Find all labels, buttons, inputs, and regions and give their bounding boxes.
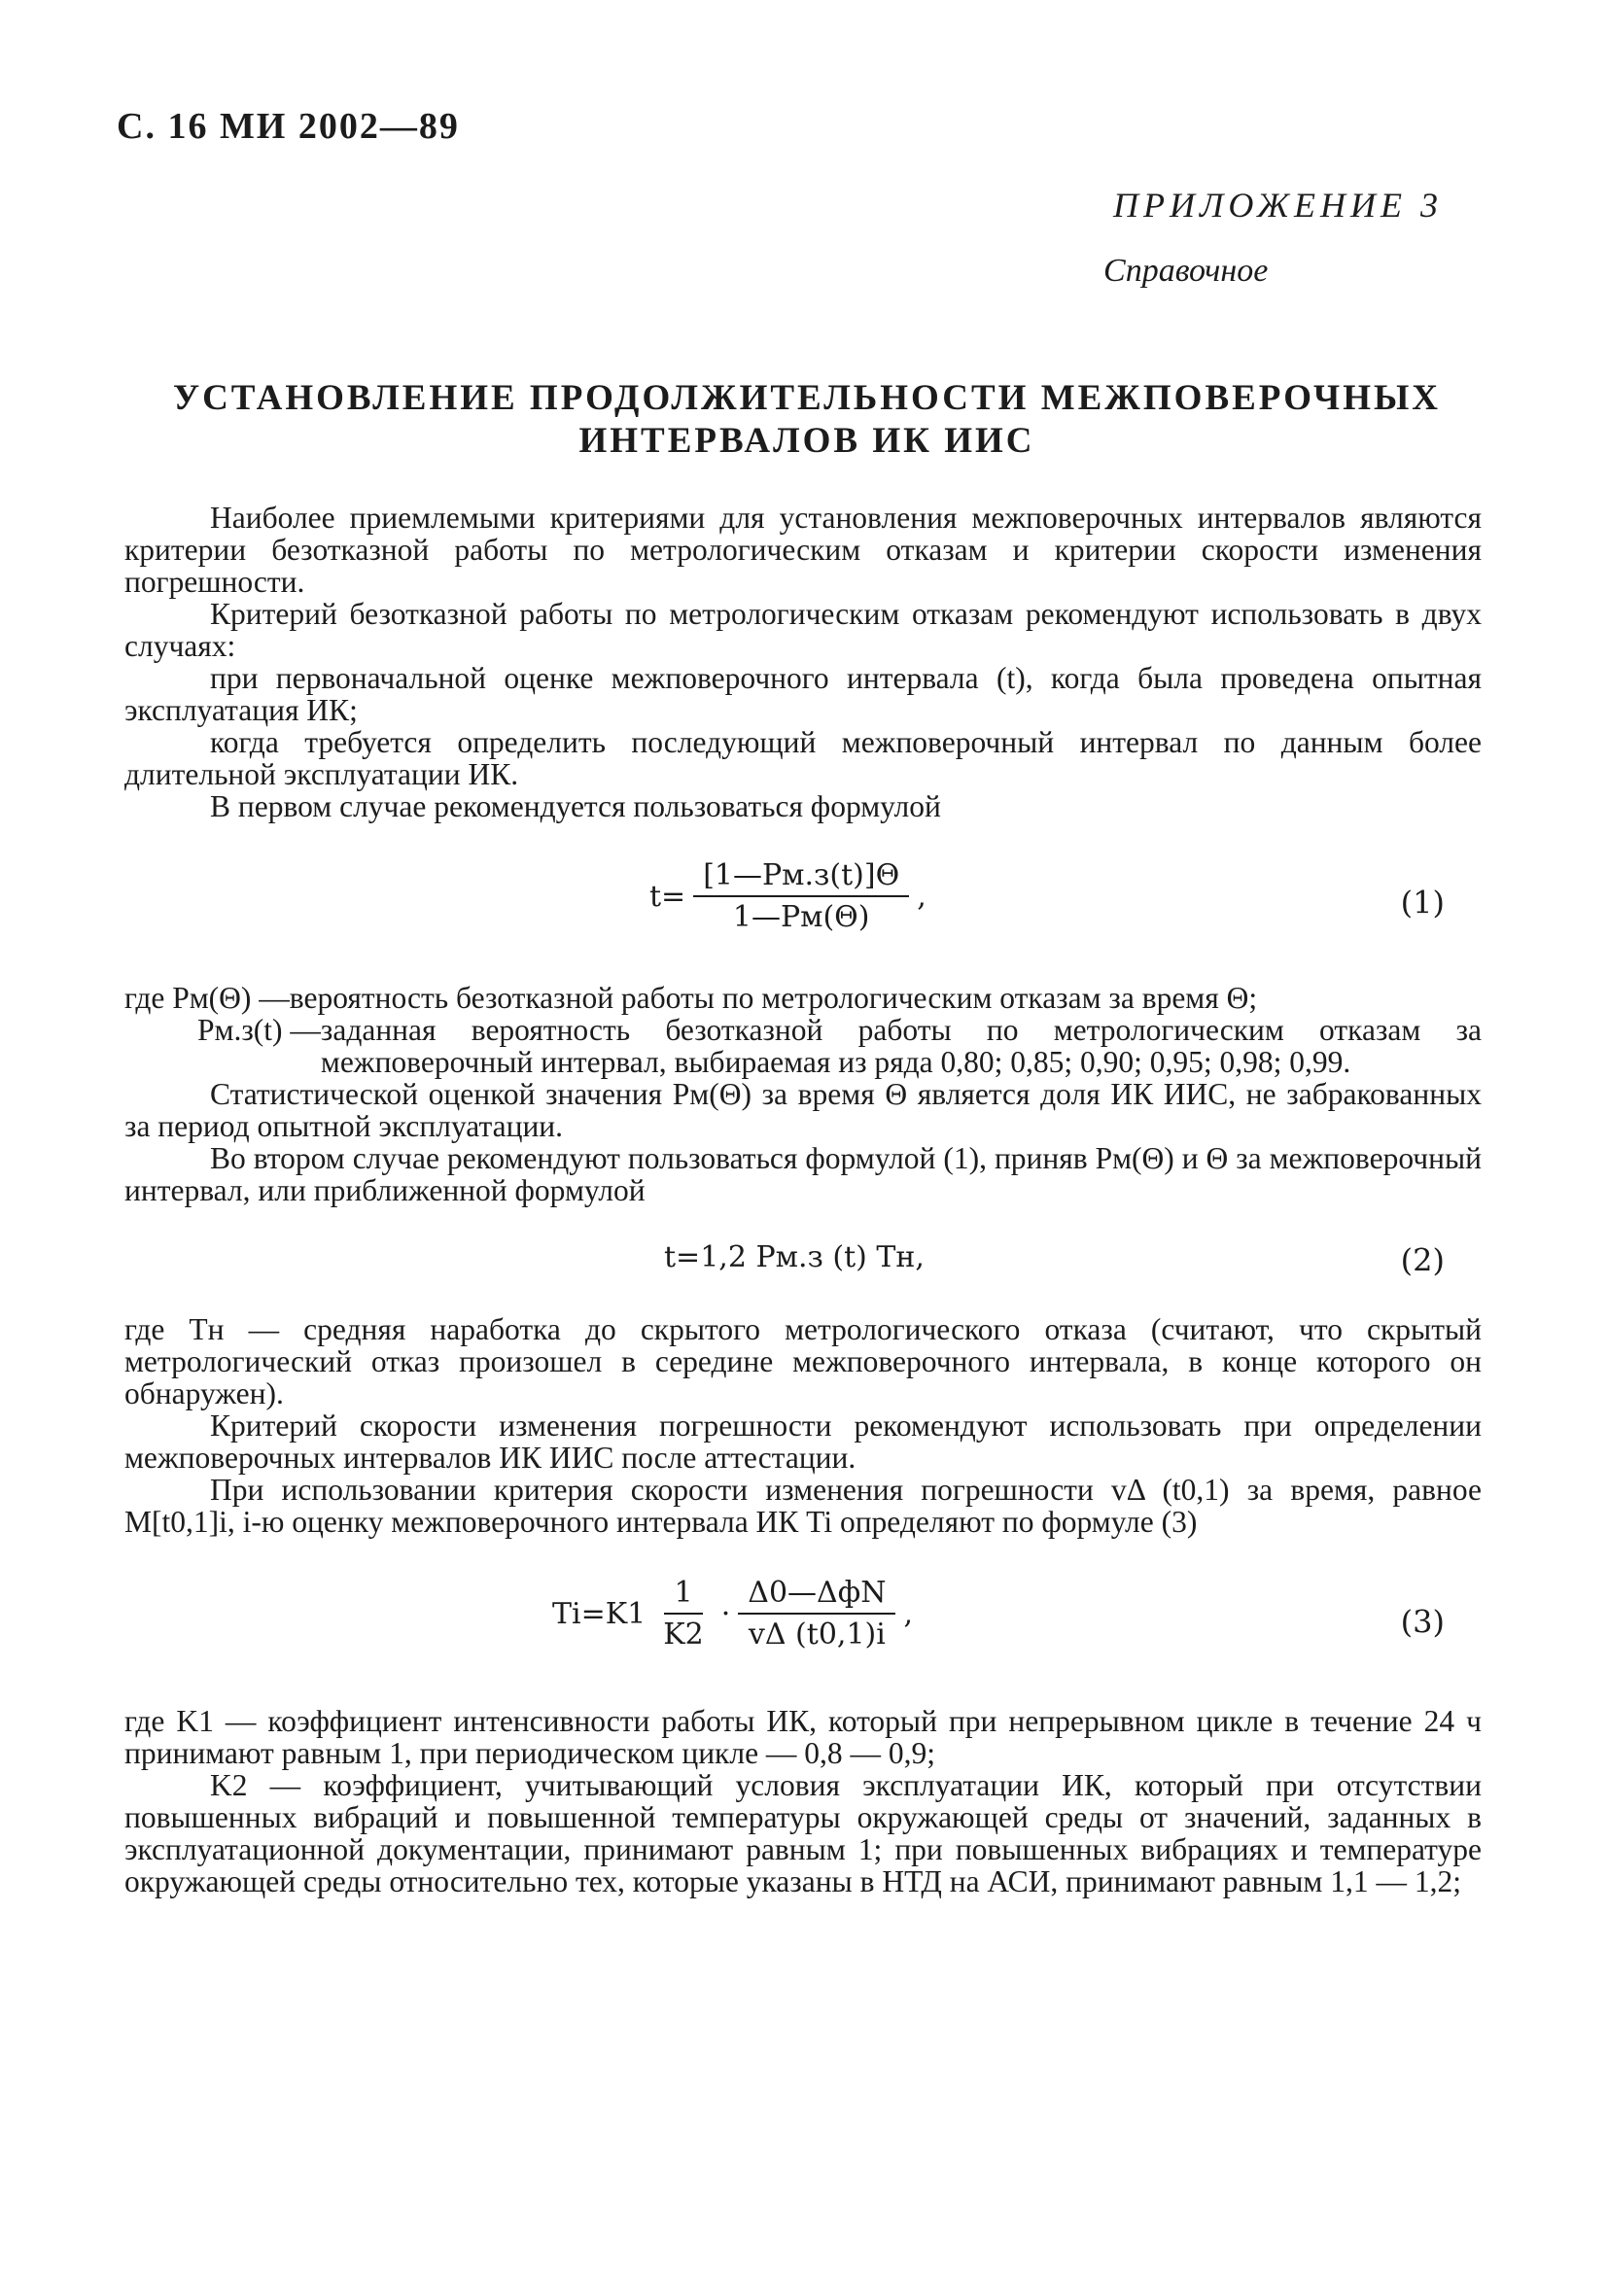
formula-3-expression	[552, 1577, 913, 1651]
formula-1-expression	[649, 859, 926, 933]
formula-3-tail: ,	[903, 1596, 913, 1631]
definition-text: заданная вероятность безотказной работы по метрологическим отказам за межповерочный интервал, выбираемая из ряда 0,80; 0,85; 0,90; 0,95; 0,98; 0,99.	[320, 1013, 1482, 1079]
body-text	[124, 502, 1482, 1897]
formula-3-dot: ·	[720, 1596, 731, 1631]
document-title-line2: ИНТЕРВАЛОВ ИК ИИС	[578, 421, 1035, 461]
formula-1-denominator: 1—Pм(Θ)	[732, 900, 870, 934]
formula-3-lhs: Ti=K1	[552, 1596, 647, 1631]
formula-3-frac2-numerator: Δ0—ΔфN	[738, 1577, 895, 1615]
definition-tn: где Tн — средняя наработка до скрытого метрологического отказа (считают, что скрытый метрологический отказ произошел в середине межповерочного интервала, в конце которого он обнаружен).	[124, 1312, 1482, 1410]
paragraph: Статистической оценкой значения Pм(Θ) за время Θ является доля ИК ИИС, не забракованных за период опытной эксплуатации.	[124, 1077, 1482, 1143]
document-title-line1: УСТАНОВЛЕНИЕ ПРОДОЛЖИТЕЛЬНОСТИ МЕЖПОВЕРОЧНЫХ	[172, 378, 1442, 418]
appendix-block	[1103, 185, 1443, 290]
paragraph: Наиболее приемлемыми критериями для установления межповерочных интервалов являются критерии безотказной работы по метрологическим отказам и критерии скорости изменения погрешности.	[124, 501, 1482, 599]
formula-3	[124, 1565, 1482, 1680]
definition-term: Pм.з(t) —	[197, 1013, 321, 1047]
paragraph: при первоначальной оценке межповерочного интервала (t), когда была проведена опытная эксплуатация ИК;	[124, 661, 1482, 727]
formula-1-numerator: [1—Pм.з(t)]Θ	[693, 859, 909, 897]
definition-pm	[124, 982, 1482, 1014]
formula-3-frac1-denominator: K2	[663, 1618, 704, 1652]
paragraph: В первом случае рекомендуется пользоваться формулой	[210, 789, 941, 823]
formula-1-lhs: t=	[649, 879, 686, 914]
formula-2-number: (2)	[1400, 1241, 1445, 1279]
paragraph: когда требуется определить последующий межповерочный интервал по данным более длительной эксплуатации ИК.	[124, 725, 1482, 791]
formula-1-fraction	[693, 859, 909, 933]
page-header: С. 16 МИ 2002—89	[117, 106, 460, 147]
document-title	[146, 377, 1468, 463]
definition-k1: где K1 — коэффициент интенсивности работы ИК, который при непрерывном цикле в течение 24 ч принимают равным 1, при периодическом цикле — 0,8 — 0,9;	[124, 1704, 1482, 1770]
formula-3-fraction-2	[738, 1577, 895, 1651]
formula-3-frac1-numerator: 1	[664, 1577, 702, 1615]
definition-text: вероятность безотказной работы по метрологическим отказам за время Θ;	[289, 981, 1258, 1015]
appendix-title: ПРИЛОЖЕНИЕ 3	[1113, 186, 1443, 225]
formula-2-expression: t=1,2 Pм.з (t) Tн,	[664, 1240, 925, 1274]
paragraph: При использовании критерия скорости изменения погрешности vΔ (t0,1) за время, равное M[t0,1]i, i-ю оценку межповерочного интервала ИК Ti определяют по формуле (3)	[124, 1473, 1482, 1539]
formula-3-frac2-denominator: vΔ (t0,1)i	[748, 1618, 886, 1652]
formula-3-fraction-1	[653, 1577, 714, 1651]
formula-1-number: (1)	[1400, 884, 1445, 922]
formula-1-tail: ,	[917, 879, 926, 914]
paragraph: Критерий безотказной работы по метрологическим отказам рекомендуют использовать в двух случаях:	[124, 597, 1482, 663]
paragraph: Во втором случае рекомендуют пользоваться формулой (1), приняв Pм(Θ) и Θ за межповерочный интервал, или приближенной формулой	[124, 1141, 1482, 1207]
formula-2	[124, 1234, 1482, 1288]
formula-1	[124, 850, 1482, 957]
paragraph: Критерий скорости изменения погрешности рекомендуют использовать при определении межповерочных интервалов ИК ИИС после аттестации.	[124, 1409, 1482, 1475]
definitions-1	[124, 982, 1482, 1078]
appendix-subtitle: Справочное	[1103, 253, 1269, 289]
definition-k2: K2 — коэффициент, учитывающий условия эксплуатации ИК, который при отсутствии повышенных вибраций и повышенной температуры окружающей среды от значений, заданных в эксплуатационной документации, принимают равным 1; при повышенных вибрациях и температуре окружающей среды относительно тех, которые указаны в НТД на АСИ, принимают равным 1,1 — 1,2;	[124, 1768, 1482, 1898]
definition-pmz	[124, 1014, 1482, 1078]
definition-term: где Pм(Θ) —	[124, 981, 290, 1015]
formula-3-number: (3)	[1400, 1603, 1445, 1641]
